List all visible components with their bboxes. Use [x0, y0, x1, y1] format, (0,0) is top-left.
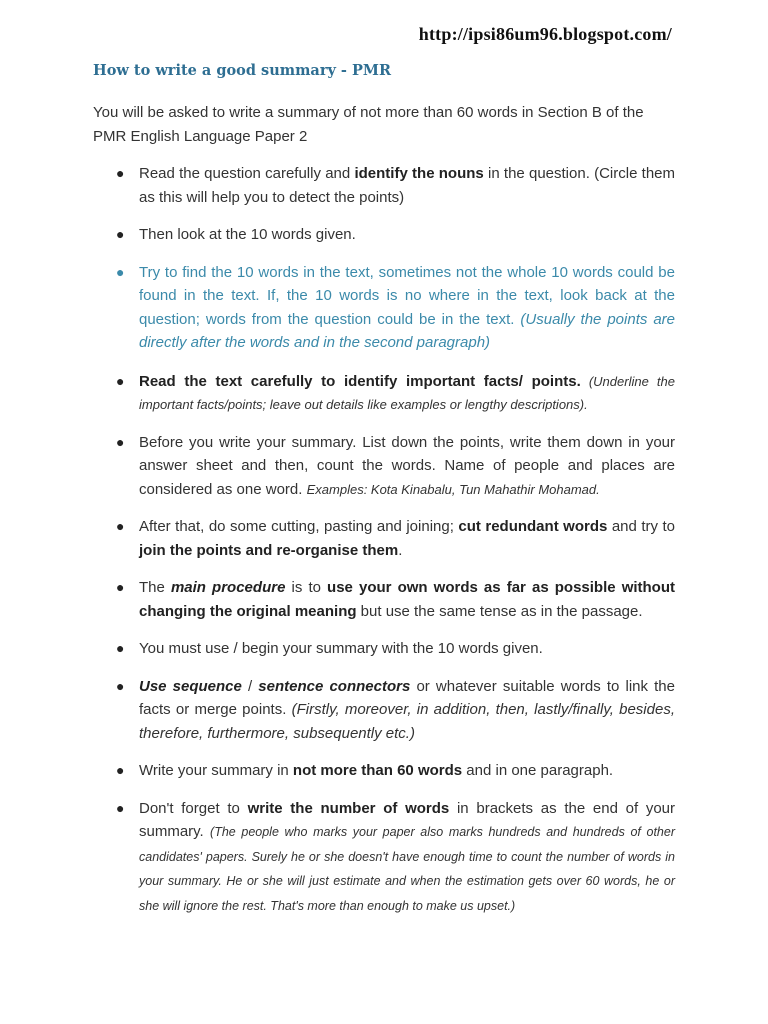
bold-text: not more than 60 words: [292, 762, 463, 779]
italic-text: (Underline the important facts/points; leave out details like examples or lengthy descriptions).: [139, 373, 675, 412]
list-item: [93, 431, 675, 502]
list-item: [93, 759, 675, 783]
italic-text: (The people who marks your paper also marks hundreds and hundreds of other candidates' papers. Surely he or she doesn't have enough time to count the number of words in your summary. He or she will just estimate and when the estimation gets over 60 words, he or she will ignore the rest. That's more than enough to make us upset.): [139, 825, 675, 913]
text: Don't forget to: [139, 799, 248, 817]
text: Before you write your summary. List down the points, write them down in your answer sheet and then, count the words. Name of people and places are considered as one word.: [139, 433, 675, 498]
bullet-icon: ●: [116, 433, 125, 450]
text: Read the question carefully and: [139, 165, 355, 182]
text: /: [241, 677, 259, 695]
text: and in one paragraph.: [462, 762, 614, 779]
italic-text: (Firstly, moreover, in addition, then, lastly/finally, besides, therefore, furthermore, subsequently etc.): [139, 701, 675, 742]
list-item: [93, 370, 675, 417]
bold-text: join the points and re-organise them: [139, 541, 399, 559]
text: .: [398, 541, 403, 559]
list-item: [93, 162, 675, 209]
bullet-icon: ●: [116, 165, 125, 181]
page-title: How to write a good summary - PMR: [93, 62, 392, 79]
list-item: [93, 637, 675, 661]
list-item: [93, 675, 675, 746]
text: After that, do some cutting, pasting and joining;: [139, 518, 459, 535]
bullet-icon: ●: [116, 579, 125, 595]
list-item: [93, 797, 675, 919]
bullet-icon: ●: [116, 518, 125, 534]
bold-italic-text: sentence connectors: [258, 677, 411, 695]
bold-italic-text: Use sequence: [139, 677, 242, 695]
italic-text: Examples: Kota Kinabalu, Tun Mahathir Mohamad.: [306, 481, 600, 497]
bold-text: cut redundant words: [458, 518, 608, 535]
text: The: [139, 579, 171, 596]
list-item: [93, 223, 675, 247]
bold-text: Read the text carefully to identify important facts/ points.: [139, 372, 581, 390]
bold-italic-text: main procedure: [170, 579, 286, 596]
italic-text: (Usually the points are directly after the words and in the second paragraph): [139, 310, 675, 351]
bold-text: use your own words as far as possible without changing the original meaning: [139, 579, 676, 620]
bold-text: identify the nouns: [354, 165, 484, 182]
tips-list: [93, 162, 675, 918]
text: Write your summary in: [139, 762, 293, 779]
list-item: [93, 261, 675, 355]
text: and try to: [607, 518, 675, 535]
bullet-icon: ●: [116, 762, 125, 778]
text: or whatever suitable words to link the facts or merge points.: [139, 677, 675, 718]
bullet-icon: ●: [116, 263, 125, 280]
bullet-icon: ●: [116, 640, 125, 656]
blog-url: http://ipsi86um96.blogspot.com/: [418, 24, 672, 44]
bullet-icon: ●: [116, 677, 125, 694]
text: Try to find the 10 words in the text, sometimes not the whole 10 words could be found in the text. If, the 10 words is no where in the text, look back at the question; words from the question could be in the text.: [139, 263, 675, 328]
bold-text: write the number of words: [247, 799, 450, 817]
text: Then look at the 10 words given.: [139, 226, 356, 243]
text: but use the same tense as in the passage.: [356, 602, 643, 620]
list-item: [93, 515, 675, 562]
bullet-icon: ●: [116, 799, 125, 816]
text: in brackets as the end of your summary.: [139, 799, 676, 840]
text: in the question. (Circle them as this will help you to detect the points): [139, 165, 675, 206]
list-item: [93, 576, 675, 623]
intro-paragraph: You will be asked to write a summary of not more than 60 words in Section B of the PMR English Language Paper 2: [93, 104, 644, 145]
bullet-icon: ●: [116, 226, 125, 242]
text: is to: [285, 579, 328, 596]
text: You must use / begin your summary with the 10 words given.: [139, 640, 543, 657]
bullet-icon: ●: [116, 372, 125, 389]
